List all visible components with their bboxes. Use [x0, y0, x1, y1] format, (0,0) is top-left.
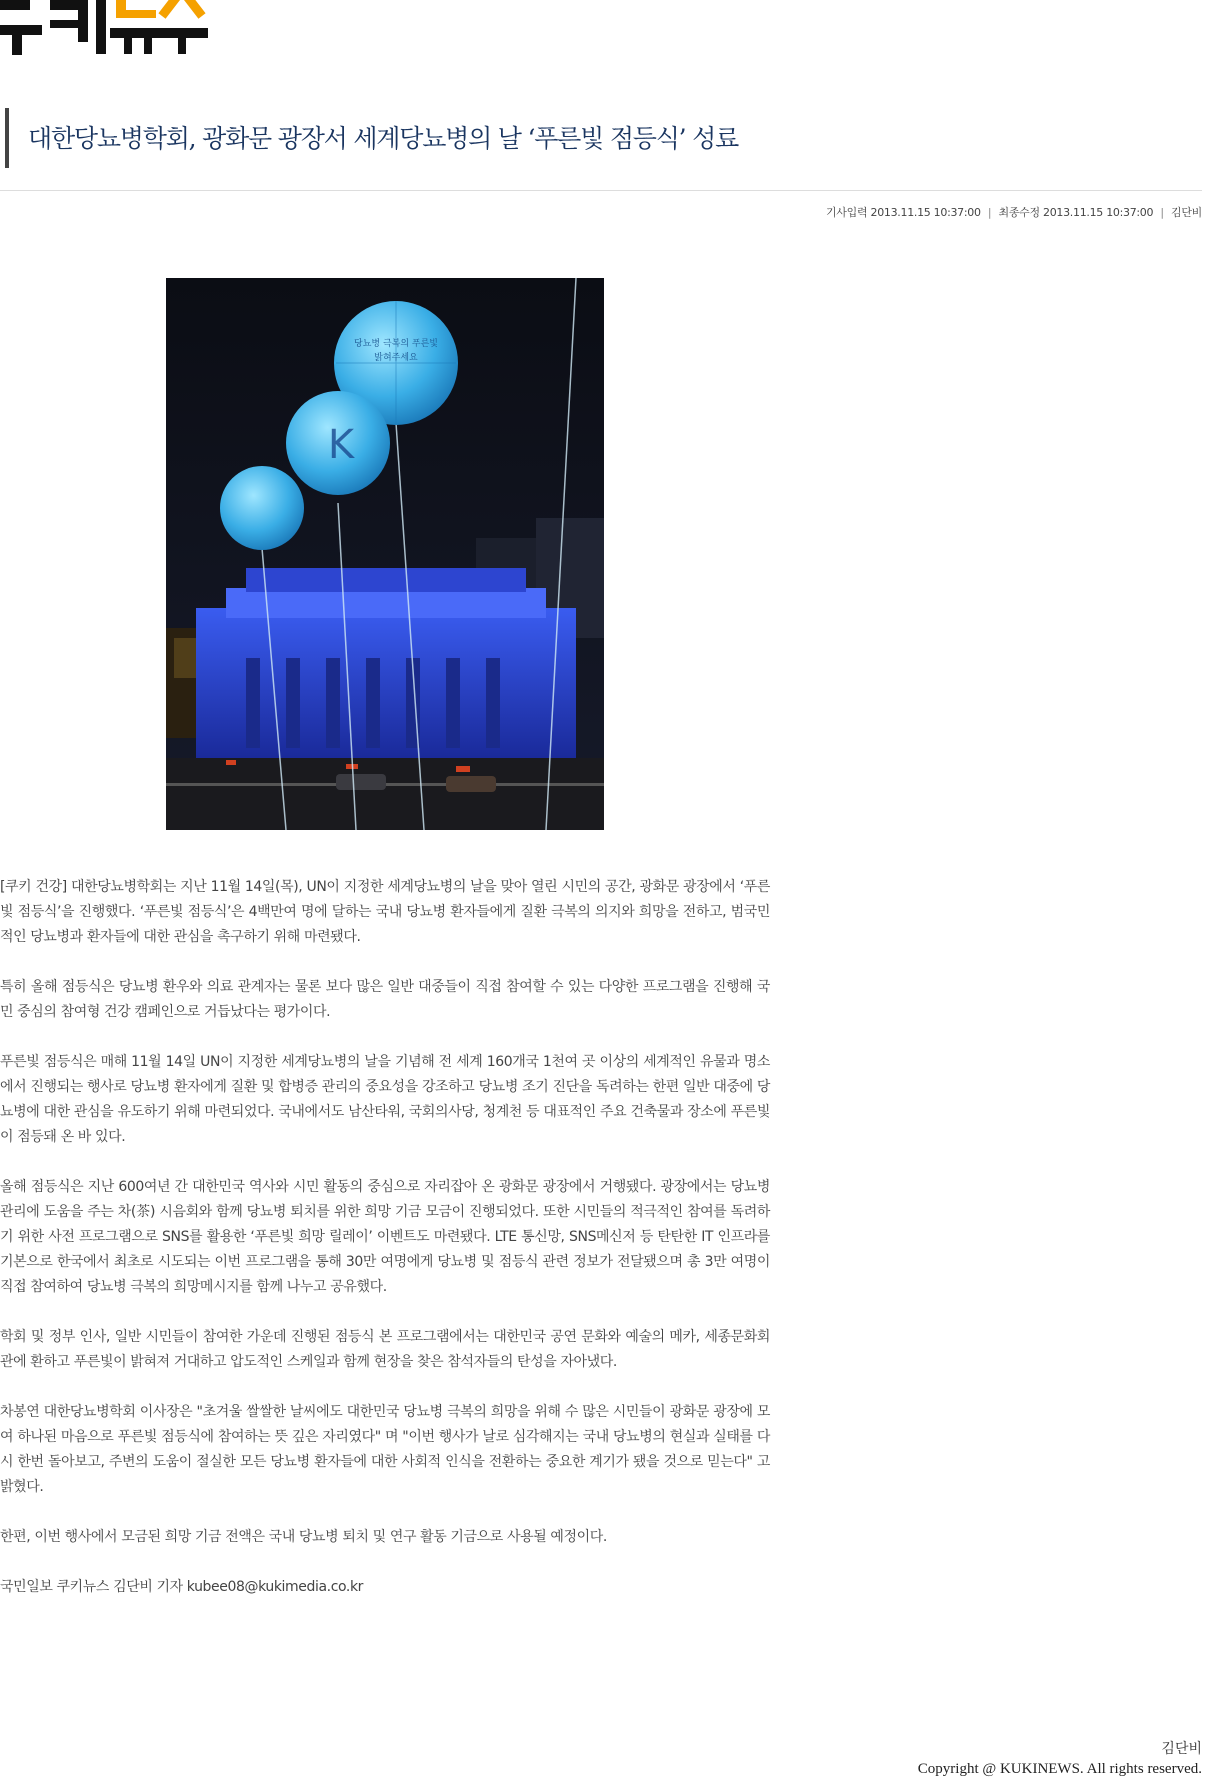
reporter-byline: 국민일보 쿠키뉴스 김단비 기자 kubee08@kukimedia.co.kr — [0, 1579, 364, 1595]
paragraph: 한편, 이번 행사에서 모금된 희망 기금 전액은 국내 당뇨병 퇴치 및 연구 활동 기금으로 사용될 예정이다. — [0, 1529, 607, 1545]
article-title: 대한당뇨병학회, 광화문 광장서 세계당뇨병의 날 ‘푸른빛 점등식’ 성료 — [28, 124, 739, 153]
balloon-text-line1: 당뇨병 극복의 푸른빛 — [354, 339, 438, 349]
copyright-notice: Copyright @ KUKINEWS. All rights reserved. — [917, 1761, 1202, 1777]
paragraph: [쿠키 건강] 대한당뇨병학회는 지난 11월 14일(목), UN이 지정한 세계당뇨병의 날을 맞아 열린 시민의 공간, 광화문 광장에서 ‘푸른빛 점등식’을 진행했다. ‘푸른빛 점등식’은 4백만여 명에 달하는 국내 당뇨병 환자들에게 질환 극복의 의지와 희망을 전하고, 범국민적인 당뇨병과 환자들에 대한 관심을 촉구하기 위해 마련됐다. — [0, 879, 770, 945]
paragraph: 특히 올해 점등식은 당뇨병 환우와 의료 관계자는 물론 보다 많은 일반 대중들이 직접 참여할 수 있는 다양한 프로그램을 진행해 국민 중심의 참여형 건강 캠페인으로 거듭났다는 평가이다. — [0, 979, 770, 1020]
paragraph: 차봉연 대한당뇨병학회 이사장은 "초겨울 쌀쌀한 날씨에도 대한민국 당뇨병 극복의 희망을 위해 수 많은 시민들이 광화문 광장에 모여 하나된 마음으로 푸른빛 점등식에 참여하는 뜻 깊은 자리였다" 며 "이번 행사가 날로 심각해지는 국내 당뇨병의 현실과 실태를 다시 한번 돌아보고, 주변의 도움이 절실한 모든 당뇨병 환자들에 대한 사회적 인식을 전환하는 중요한 계기가 됐을 것으로 믿는다" 고 밝혔다. — [0, 1404, 770, 1495]
svg-text:K: K — [327, 422, 355, 468]
site-logo[interactable] — [0, 0, 232, 80]
paragraph: 학회 및 정부 인사, 일반 시민들이 참여한 가운데 진행된 점등식 본 프로그램에서는 대한민국 공연 문화와 예술의 메카, 세종문화회관에 환하고 푸른빛이 밝혀져 거대하고 압도적인 스케일과 함께 현장을 찾은 참석자들의 탄성을 자아냈다. — [0, 1329, 770, 1370]
meta-separator: | — [987, 206, 992, 219]
meta-author: 김단비 — [1171, 206, 1202, 219]
meta-separator: | — [1160, 206, 1164, 219]
balloon-small — [220, 466, 304, 550]
balloon-text-line2: 밝혀주세요 — [374, 353, 418, 363]
article-meta — [826, 204, 1202, 220]
input-label: 기사입력 — [825, 206, 868, 219]
title-divider — [0, 190, 1202, 191]
article-body — [0, 875, 770, 1625]
logo-graphic — [0, 0, 232, 80]
modified-label: 최종수정 — [998, 206, 1040, 219]
footer-author: 김단비 — [1161, 1741, 1202, 1757]
modified-time: 2013.11.15 10:37:00 — [1043, 206, 1154, 219]
paragraph: 푸른빛 점등식은 매해 11월 14일 UN이 지정한 세계당뇨병의 날을 기념해 전 세계 160개국 1천여 곳 이상의 세계적인 유물과 명소에서 진행되는 행사로 당뇨병 환자에게 질환 및 합병증 관리의 중요성을 강조하고 당뇨병 조기 진단을 독려하는 한편 일반 대중에 당뇨병에 대한 관심을 유도하기 위해 마련되었다. 국내에서도 남산타워, 국회의사당, 청계천 등 대표적인 주요 건축물과 장소에 푸른빛이 점등돼 온 바 있다. — [0, 1054, 770, 1145]
title-accent-bar — [5, 108, 9, 168]
paragraph: 올해 점등식은 지난 600여년 간 대한민국 역사와 시민 활동의 중심으로 자리잡아 온 광화문 광장에서 거행됐다. 광장에서는 당뇨병 관리에 도움을 주는 차(茶) 시음회와 함께 당뇨병 퇴치를 위한 희망 기금 모금이 진행되었다. 또한 시민들의 적극적인 참여를 독려하기 위한 사전 프로그램으로 SNS를 활용한 ‘푸른빛 희망 릴레이’ 이벤트도 마련됐다. LTE 통신망, SNS메신저 등 탄탄한 IT 인프라를 기본으로 한국에서 최초로 시도되는 이번 프로그램을 통해 30만 여명에게 당뇨병 및 점등식 관련 정보가 전달됐으며 총 3만 여명이 직접 참여하여 당뇨병 극복의 희망메시지를 함께 나누고 공유했다. — [0, 1179, 770, 1295]
input-time: 2013.11.15 10:37:00 — [870, 206, 981, 219]
photo-illustration — [166, 278, 604, 830]
article-photo — [166, 278, 604, 830]
